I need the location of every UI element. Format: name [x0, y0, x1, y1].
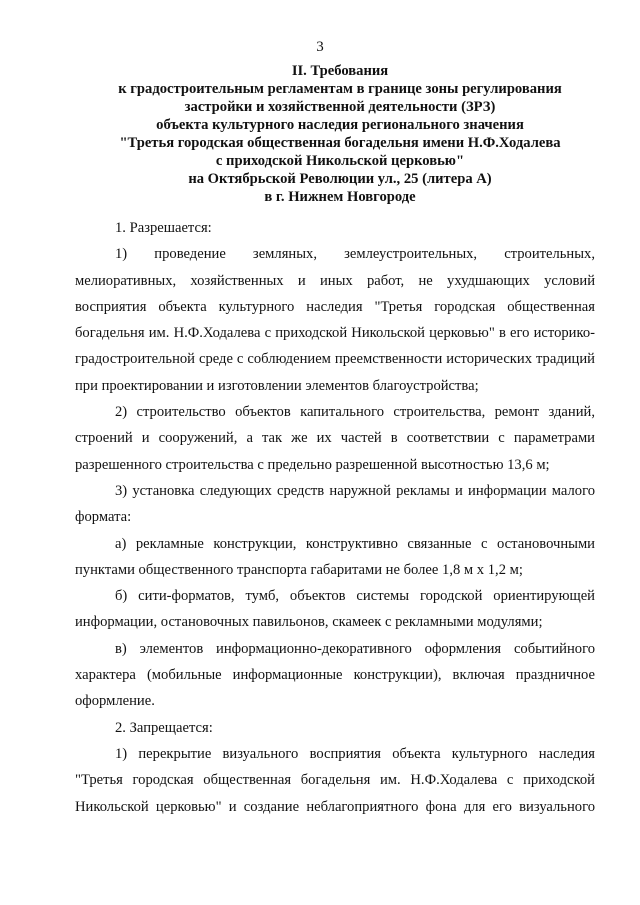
heading-line-section-title: II. Требования: [291, 63, 389, 79]
paragraph-permitted-heading: 1. Разрешается:: [115, 220, 212, 236]
paragraph-subitem-c: в) элементов информационно-декоративного оформления событийного характера (мобильные информационные конструкции), включая праздничное оформление.: [75, 640, 595, 710]
heading-line: в г. Нижнем Новгороде: [264, 189, 416, 205]
heading-line: к градостроительным регламентам в границе зоны регулирования: [118, 81, 562, 97]
section-heading: [40, 62, 640, 206]
paragraph-subitem-b: б) сити-форматов, тумб, объектов системы городской ориентирующей информации, остановочных павильонов, скамеек с рекламными модулями;: [75, 588, 595, 631]
paragraph-permitted-item-1: 1) проведение земляных, землеустроительных, строительных, мелиоративных, хозяйственных и иных работ, не ухудшающих условий восприятия объекта культурного наследия "Третья городская общественная богадельня им. Н.Ф.Ходалева с приходской Никольской церковью" в его историко-градостроительной среде с соблюдением преемственности исторических традиций при проектировании и изготовлении элементов благоустройства;: [75, 246, 595, 394]
paragraph-permitted-item-2: 2) строительство объектов капитального строительства, ремонт зданий, строений и сооружений, а так же их частей в соответствии с параметрами разрешенного строительства с предельно разрешенной высотностью 13,6 м;: [75, 404, 595, 473]
paragraph-prohibited-heading: 2. Запрещается:: [115, 719, 213, 736]
heading-line: объекта культурного наследия регионального значения: [156, 117, 524, 133]
heading-line: с приходской Никольской церковью": [215, 153, 465, 169]
page-number: 3: [316, 39, 324, 55]
paragraph-prohibited-item-1: 1) перекрытие визуального восприятия объекта культурного наследия "Третья городская общественная богадельня им. Н.Ф.Ходалева с приходской Никольской церковью" и создание неблагоприятного фона для его визуального: [75, 745, 595, 815]
heading-line: на Октябрьской Революции ул., 25 (литера А): [188, 171, 492, 187]
document-body: [75, 215, 595, 820]
heading-line: "Третья городская общественная богадельня имени Н.Ф.Ходалева: [119, 135, 561, 151]
heading-line: застройки и хозяйственной деятельности (ЗРЗ): [184, 99, 496, 115]
paragraph-permitted-item-3: 3) установка следующих средств наружной рекламы и информации малого формата:: [75, 482, 595, 526]
paragraph-subitem-a: а) рекламные конструкции, конструктивно связанные с остановочными пунктами общественного транспорта габаритами не более 1,8 м х 1,2 м;: [75, 535, 595, 578]
